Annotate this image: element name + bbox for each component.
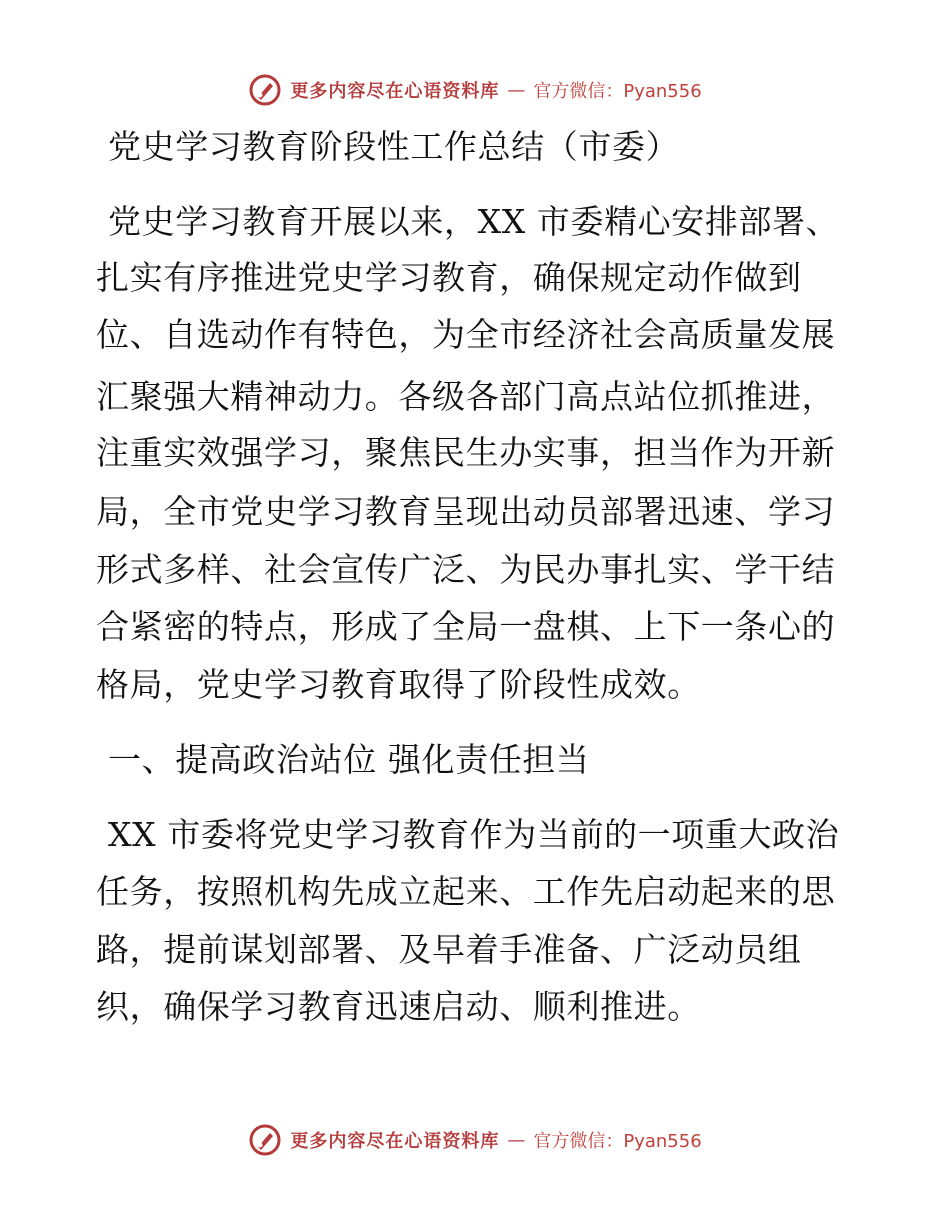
- watermark-separator: —: [507, 1129, 526, 1151]
- paragraph-1-line-5: 注重实效强学习，聚焦民生办实事，担当作为开新: [96, 433, 836, 472]
- header-watermark: [0, 70, 950, 110]
- footer-watermark: [0, 1120, 950, 1160]
- document-title: 党史学习教育阶段性工作总结（市委）: [108, 127, 680, 166]
- paragraph-1-line-3: 位、自选动作有特色，为全市经济社会高质量发展: [96, 315, 836, 354]
- watermark-text: 更多内容尽在心语资料库: [290, 81, 500, 102]
- watermark-text: 更多内容尽在心语资料库: [290, 1131, 500, 1152]
- paragraph-1-line-4: 汇聚强大精神动力。各级各部门高点站位抓推进，: [96, 377, 836, 416]
- paragraph-1-line-8: 合紧密的特点，形成了全局一盘棋、上下一条心的: [96, 607, 836, 646]
- watermark-account: 官方微信：Pyan556: [533, 81, 702, 102]
- paragraph-2-line-3: 路，提前谋划部署、及早着手准备、广泛动员组: [96, 930, 802, 969]
- paragraph-2-line-4: 织，确保学习教育迅速启动、顺利推进。: [96, 987, 701, 1026]
- section-1-heading: 一、提高政治站位 强化责任担当: [108, 740, 590, 779]
- paragraph-1-line-7: 形式多样、社会宣传广泛、为民办事扎实、学干结: [96, 550, 836, 589]
- pen-circle-logo-icon: [248, 73, 282, 107]
- paragraph-1-line-9: 格局，党史学习教育取得了阶段性成效。: [96, 665, 701, 704]
- paragraph-1-line-1: 党史学习教育开展以来，XX 市委精心安排部署、: [108, 202, 840, 241]
- watermark-account: 官方微信：Pyan556: [533, 1131, 702, 1152]
- paragraph-2-line-1: XX 市委将党史学习教育作为当前的一项重大政治: [108, 815, 840, 854]
- pen-circle-logo-icon: [248, 1123, 282, 1157]
- paragraph-2-line-2: 任务，按照机构先成立起来、工作先启动起来的思: [96, 872, 836, 911]
- watermark-separator: —: [507, 79, 526, 101]
- paragraph-1-line-6: 局，全市党史学习教育呈现出动员部署迅速、学习: [96, 492, 836, 531]
- paragraph-1-line-2: 扎实有序推进党史学习教育，确保规定动作做到: [96, 258, 802, 297]
